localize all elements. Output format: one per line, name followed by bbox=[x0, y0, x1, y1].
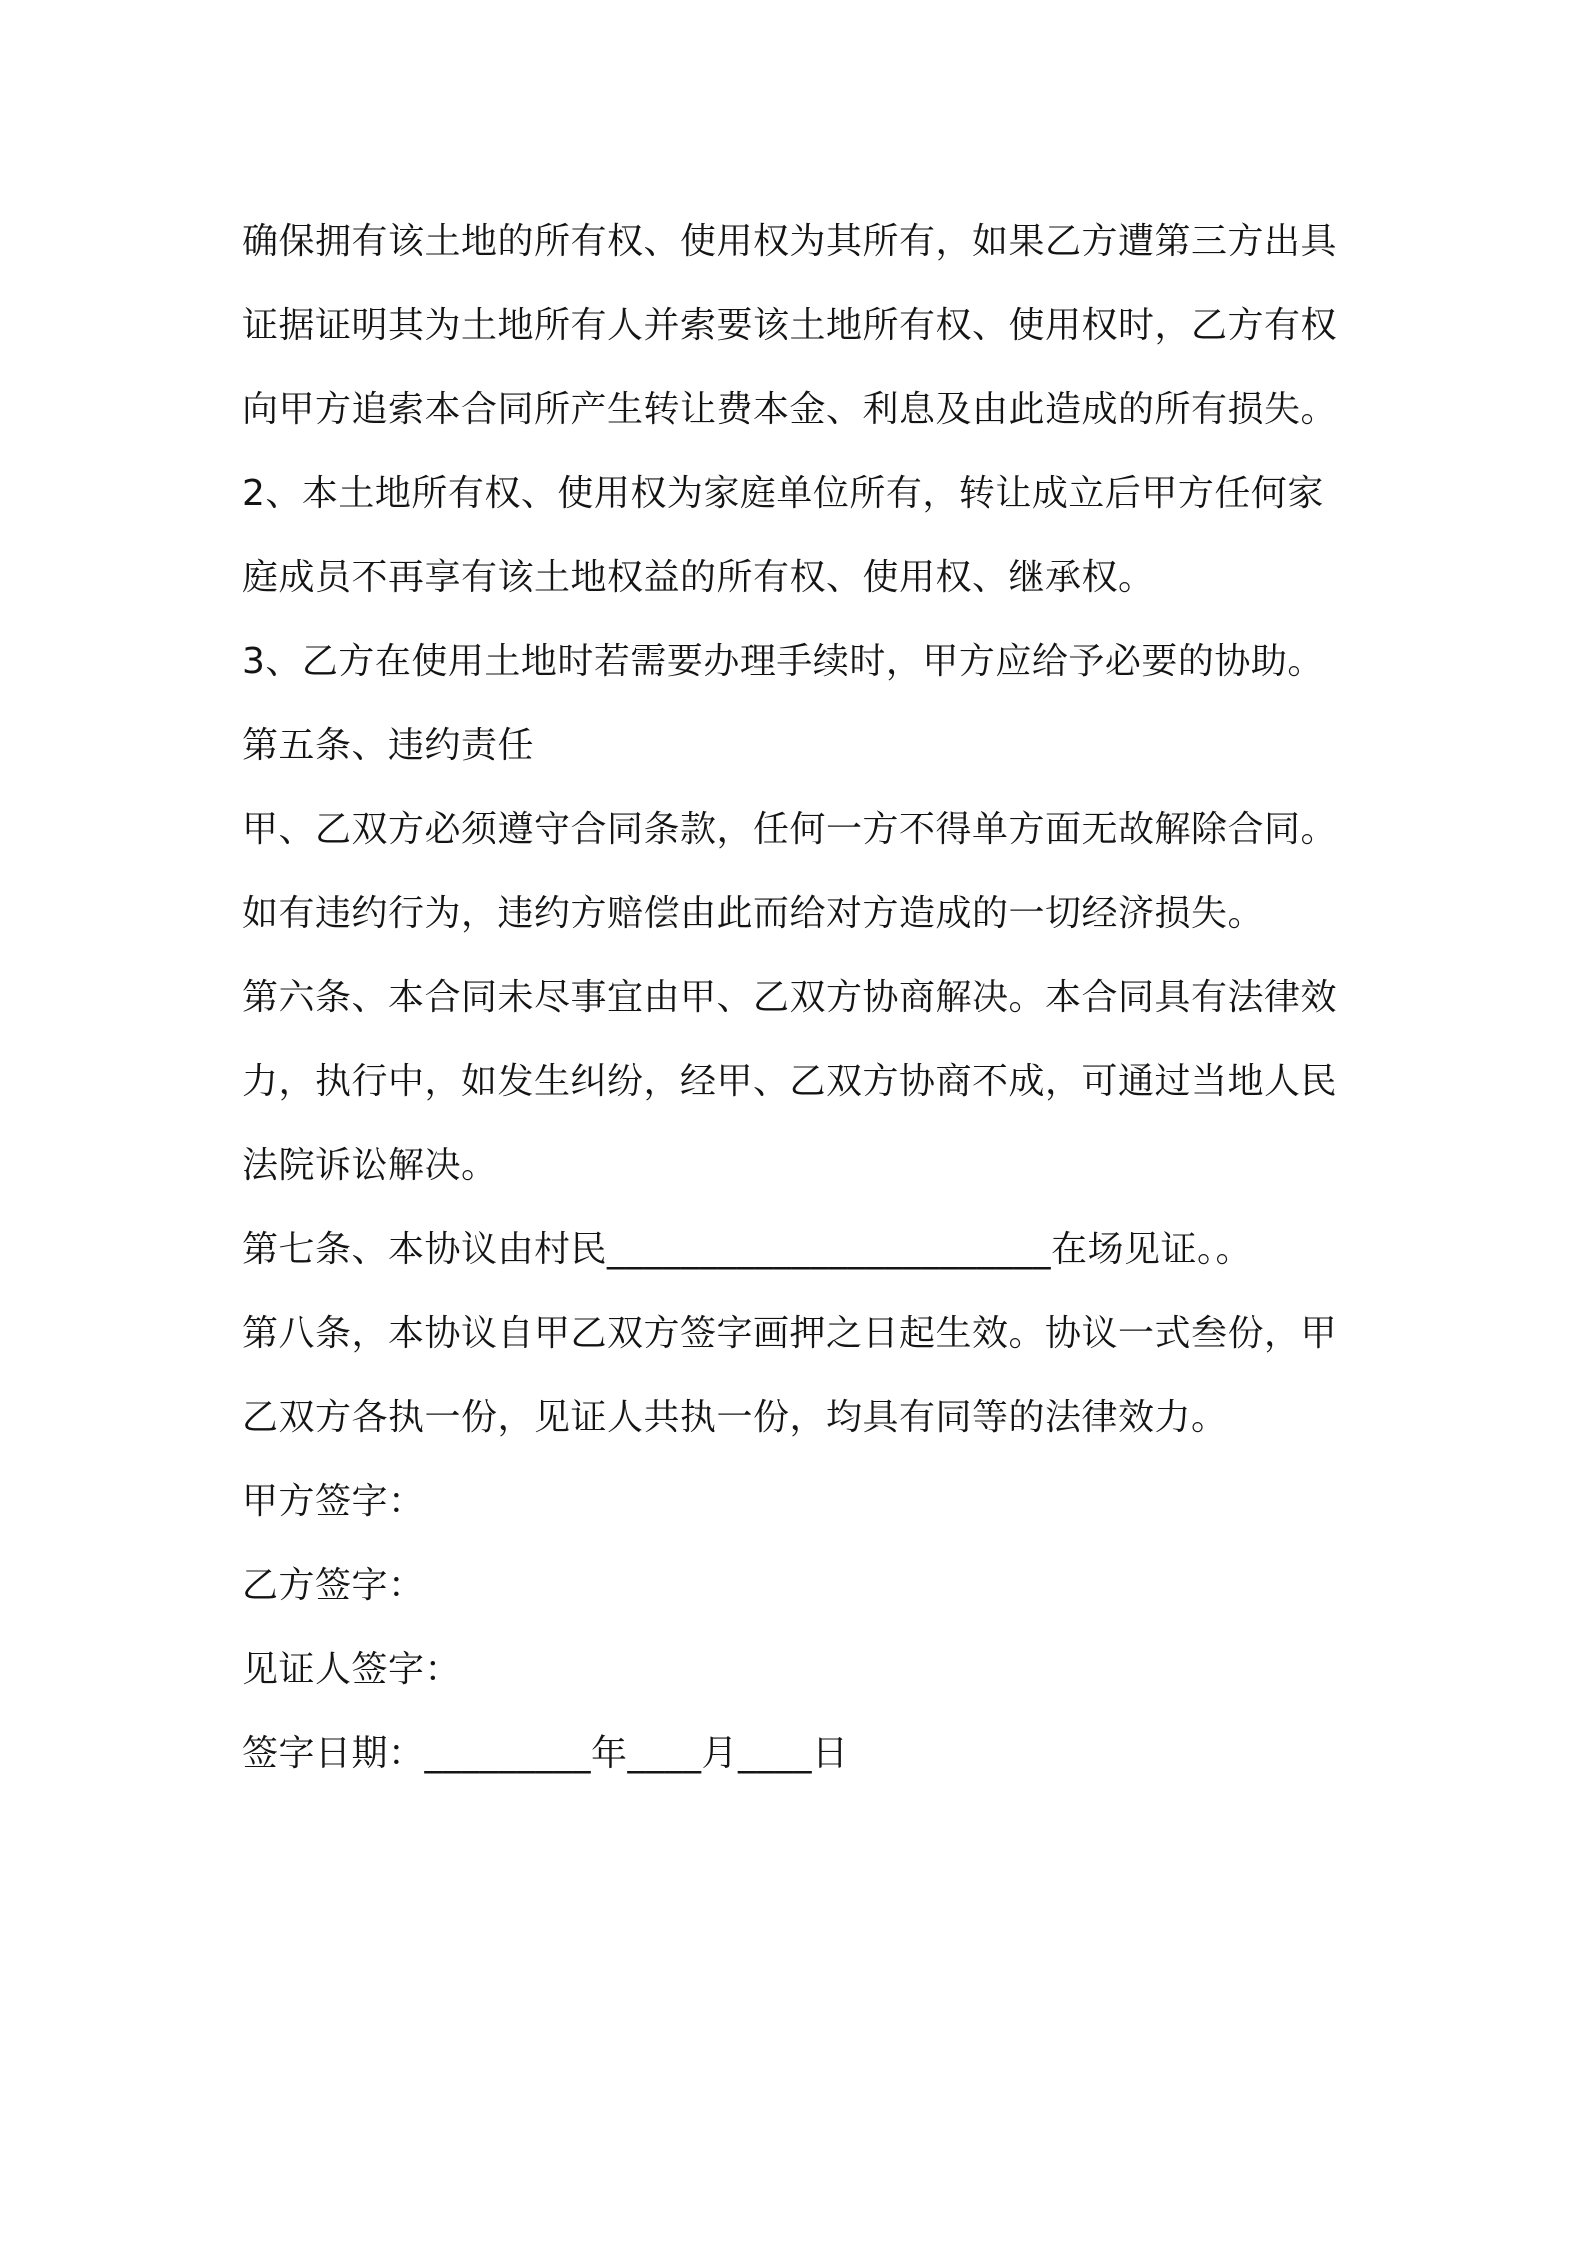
article-7-line: 第七条、本协议由村民________________________在场见证。。 bbox=[242, 1229, 1253, 1270]
text-line: 向甲方追索本合同所产生转让费本金、利息及由此造成的所有损失。 bbox=[242, 389, 1338, 430]
clause-2-line: 2、本土地所有权、使用权为家庭单位所有，转让成立后甲方任何家 bbox=[242, 473, 1324, 514]
text-line: 甲、乙双方必须遵守合同条款，任何一方不得单方面无故解除合同。 bbox=[242, 809, 1338, 850]
text-line: 法院诉讼解决。 bbox=[242, 1145, 498, 1186]
article-5-heading: 第五条、违约责任 bbox=[242, 725, 535, 766]
text-line: 证据证明其为土地所有人并索要该土地所有权、使用权时，乙方有权 bbox=[242, 305, 1338, 346]
document-body bbox=[242, 200, 1362, 1796]
text-line: 乙双方各执一份，见证人共执一份，均具有同等的法律效力。 bbox=[242, 1397, 1228, 1438]
signature-date-line: 签字日期：_________年____月____日 bbox=[242, 1733, 849, 1774]
article-8-line: 第八条，本协议自甲乙双方签字画押之日起生效。协议一式叁份，甲 bbox=[242, 1313, 1338, 1354]
clause-3-line: 3、乙方在使用土地时若需要办理手续时，甲方应给予必要的协助。 bbox=[242, 641, 1324, 682]
article-6-line: 第六条、本合同未尽事宜由甲、乙双方协商解决。本合同具有法律效 bbox=[242, 977, 1338, 1018]
party-b-signature-label: 乙方签字： bbox=[242, 1565, 425, 1606]
text-line: 庭成员不再享有该土地权益的所有权、使用权、继承权。 bbox=[242, 557, 1155, 598]
party-a-signature-label: 甲方签字： bbox=[242, 1481, 425, 1522]
text-line: 确保拥有该土地的所有权、使用权为其所有，如果乙方遭第三方出具 bbox=[242, 221, 1338, 262]
witness-signature-label: 见证人签字： bbox=[242, 1649, 462, 1690]
text-line: 力，执行中，如发生纠纷，经甲、乙双方协商不成，可通过当地人民 bbox=[242, 1061, 1338, 1102]
text-line: 如有违约行为，违约方赔偿由此而给对方造成的一切经济损失。 bbox=[242, 893, 1265, 934]
